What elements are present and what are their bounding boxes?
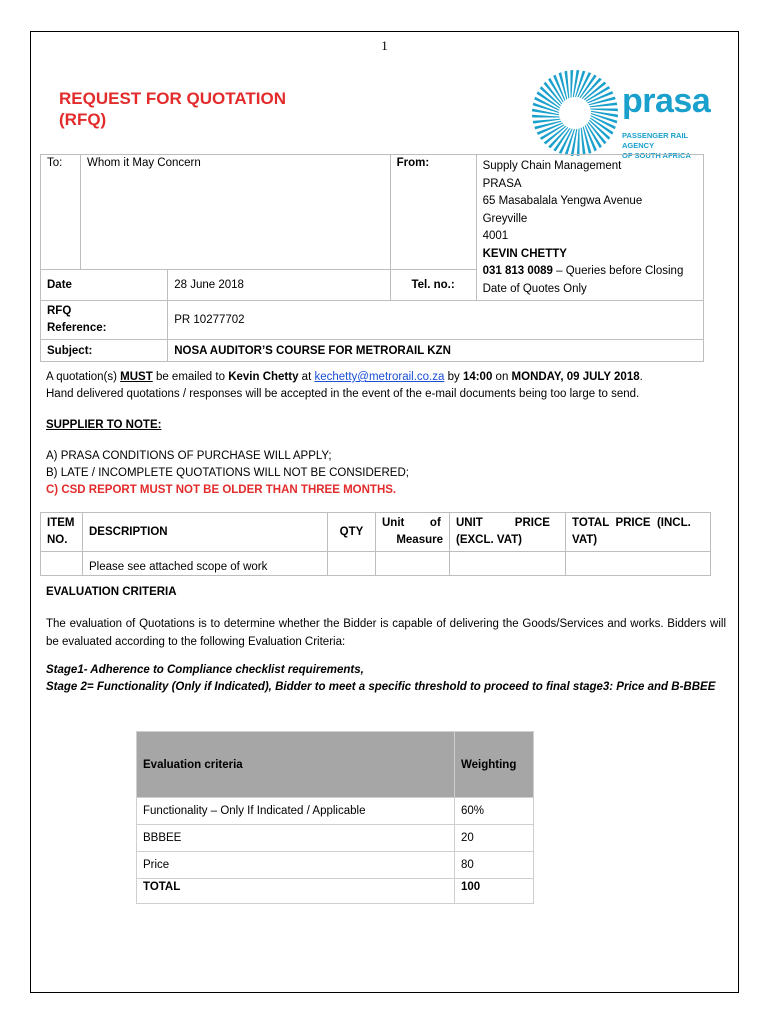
eval-total-label: TOTAL [137,879,455,904]
header-unit-measure: Unit of Measure [376,513,450,552]
logo-ray [590,108,618,111]
cell-total-price [566,552,711,576]
document-title [59,88,286,130]
header-total-price: TOTAL PRICE (INCL. VAT) [566,513,711,552]
header-unit-price: UNIT PRICE (EXCL. VAT) [450,513,566,552]
stage-text: Stage1- Adherence to Compliance checklist requirements, Stage 2= Functionality (Only if Indicated), Bidder to meet a specific threshold to proceed to final stage3: Price and B-BBEE [46,664,716,693]
eval-header-criteria: Evaluation criteria [137,732,455,798]
subject-label: Subject: [41,340,168,362]
logo-ray [577,128,580,156]
to-label: To: [41,155,81,270]
cell-unit-price [450,552,566,576]
eval-row-criteria: BBBEE [137,825,455,852]
email-link[interactable]: kechetty@metrorail.co.za [314,371,445,383]
eval-header-weighting: Weighting [455,732,534,798]
eval-row-weight: 20 [455,825,534,852]
logo-wordmark: prasa [622,82,711,120]
prasa-logo [530,68,720,158]
logo-ray [573,70,580,97]
email-instruction: A quotation(s) MUST be emailed to Kevin Chetty at kechetty@metrorail.co.za by 14:00 on MONDAY, 09 JULY 2018. [46,371,643,383]
rfq-reference-value: PR 10277702 [168,301,704,340]
tel-label: Tel. no.: [390,269,476,300]
header-item-no: ITEM NO. [41,513,83,552]
logo-ray [570,70,573,98]
logo-ray [591,111,618,118]
tel-line: 031 813 0089 – Queries before Closing [482,265,684,277]
eval-row-weight: 80 [455,852,534,879]
from-label: From: [390,155,476,270]
instructions [46,369,726,403]
cell-item-no [41,552,83,576]
title-line-2: (RFQ) [59,110,107,129]
hand-delivery-note: Hand delivered quotations / responses will be accepted in the event of the e-mail documents being too large to send. [46,388,640,400]
date-value: 28 June 2018 [168,269,390,300]
header-qty: QTY [328,513,376,552]
logo-ray [532,109,559,116]
evaluation-table [136,731,534,904]
supplier-note-list: A) PRASA CONDITIONS OF PURCHASE WILL APPLY; B) LATE / INCOMPLETE QUOTATIONS WILL NOT BE CONSIDERED; C) CSD REPORT MUST NOT BE OLDER THAN THREE MONTHS. [46,450,409,496]
page-number: 1 [381,38,388,53]
to-value: Whom it May Concern [81,155,391,270]
subject-value: NOSA AUDITOR’S COURSE FOR METRORAIL KZN [168,340,704,362]
title-line-1: REQUEST FOR QUOTATION [59,89,286,108]
prasa-sunburst-icon [530,68,620,158]
address-table [40,154,704,362]
evaluation-heading: EVALUATION CRITERIA [46,586,177,598]
rfq-label: RFQ Reference: [41,301,168,340]
eval-row-criteria: Price [137,852,455,879]
date-label: Date [41,269,168,300]
logo-subtitle: PASSENGER RAIL AGENCY OF SOUTH AFRICA [622,131,691,160]
cell-unit [376,552,450,576]
from-address: Supply Chain Management PRASA 65 Masabalala Yengwa Avenue Greyville 4001 KEVIN CHETTY 031 813 0089 – Queries before Closing Date of Quotes Only [476,155,703,301]
cell-description: Please see attached scope of work [83,552,328,576]
header-description: DESCRIPTION [83,513,328,552]
eval-row-weight: 60% [455,798,534,825]
document-page [30,31,739,993]
logo-ray [532,115,560,118]
cell-qty [328,552,376,576]
items-table [40,512,711,576]
contact-name: KEVIN CHETTY [482,247,567,260]
evaluation-paragraph: The evaluation of Quotations is to determine whether the Bidder is capable of delivering the Goods/Services and works. Bidders will be evaluated according to the following Evaluation Criteria: [46,618,726,648]
eval-total-value: 100 [455,879,534,904]
logo-ray [571,129,578,156]
eval-row-criteria: Functionality – Only If Indicated / Applicable [137,798,455,825]
supplier-note-heading: SUPPLIER TO NOTE: [46,419,162,431]
